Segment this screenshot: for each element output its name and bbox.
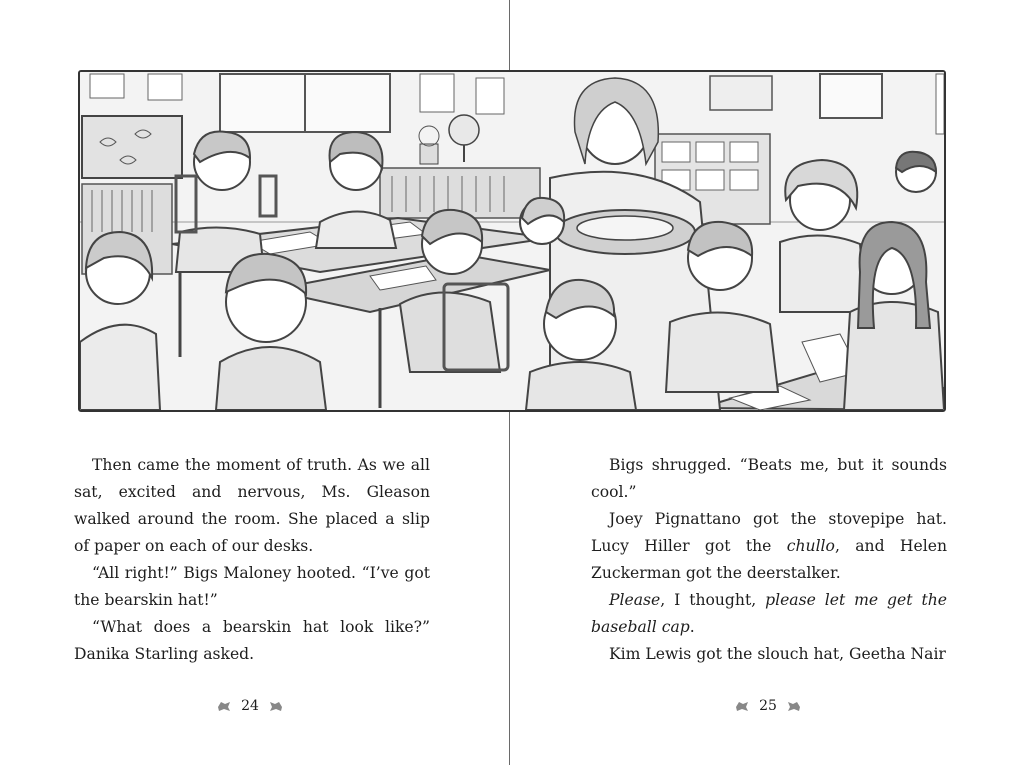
paragraph: Bigs shrugged. “Beats me, but it sounds cool.” — [591, 456, 947, 501]
page-number: 25 — [759, 698, 777, 714]
text-run: Joey Pignattano got the stovepipe hat. Lucy Hiller got the — [591, 510, 947, 555]
paragraph — [591, 587, 947, 641]
page-number-right — [708, 698, 828, 714]
leaf-ornament-icon — [735, 701, 749, 712]
classroom-illustration-icon — [80, 72, 944, 410]
paragraph: “What does a bearskin hat look like?” Danika Starling asked. — [74, 618, 430, 663]
classroom-illustration — [78, 70, 946, 412]
right-page-text — [591, 452, 947, 668]
page-number-left — [190, 698, 310, 714]
paragraph — [591, 506, 947, 587]
text-run: , I thought, — [660, 591, 766, 609]
leaf-ornament-icon — [217, 701, 231, 712]
page-number: 24 — [241, 698, 259, 714]
paragraph: Then came the moment of truth. As we all sat, excited and nervous, Ms. Gleason walked around the room. She placed a slip of paper on each of our desks. — [74, 456, 430, 555]
leaf-ornament-icon — [269, 701, 283, 712]
paragraph: Kim Lewis got the slouch hat, Geetha Nair — [609, 645, 946, 663]
leaf-ornament-icon — [787, 701, 801, 712]
italic-run: chullo — [786, 537, 835, 555]
italic-run: please let me get the baseball cap — [591, 591, 947, 636]
italic-run: Please — [609, 591, 661, 609]
paragraph: “All right!” Bigs Maloney hooted. “I’ve got the bearskin hat!” — [74, 564, 430, 609]
text-run: . — [689, 618, 695, 636]
text-run: , and Helen Zuckerman got the deerstalker. — [591, 537, 947, 582]
left-page-text — [74, 452, 430, 668]
